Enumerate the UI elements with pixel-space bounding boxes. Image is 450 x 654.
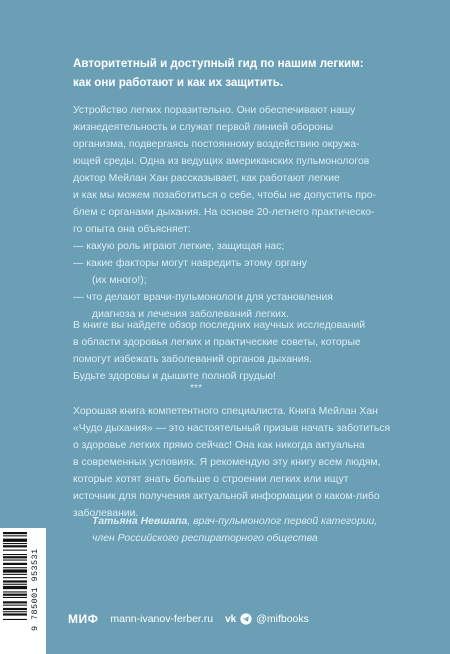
list-item: — какие факторы могут навредить этому органу (73, 258, 307, 269)
quote-line: которые хотят знать больше о строении легких или ищут (73, 474, 349, 485)
quote-author (92, 514, 377, 529)
barcode-bar (3, 597, 27, 598)
section-separator: *** (190, 383, 203, 394)
paragraph-2-line: помогут избежать заболеваний органов дыхания. (73, 354, 313, 365)
barcode-bar (3, 594, 27, 596)
paragraph-1-line: доктор Мейлан Хан рассказывает, как работают легкие (73, 173, 340, 184)
paragraph-1-line: Устройство легких поразительно. Они обеспечивают нашу (73, 105, 356, 116)
barcode-bar (3, 580, 27, 582)
quote-line: о здоровье легких прямо сейчас! Она как никогда актуальна (73, 440, 365, 451)
publisher-website[interactable]: mann-ivanov-ferber.ru (110, 613, 214, 625)
quote-line: в современных условиях. Я рекомендую эту книгу всем людям, (73, 457, 381, 468)
paragraph-1-line: организма, подвергаясь постоянному воздействию окружа- (73, 139, 360, 150)
author-name: Татьяна Невшапа (92, 516, 188, 527)
barcode-bar (3, 608, 27, 610)
barcode-bar (3, 605, 27, 606)
list-item-continuation: (их много!); (92, 275, 147, 286)
list-item-continuation: диагноза и лечения заболеваний легких. (92, 309, 290, 320)
barcode-bar (3, 567, 27, 568)
lead-line-2: как они работают и как их защитить. (73, 76, 284, 89)
barcode-bar (3, 556, 27, 558)
paragraph-1-line: жизнедеятельность и служат первой линией обороны (73, 122, 334, 133)
lead-line-1: Авторитетный и доступный гид по нашим легким: (73, 57, 364, 70)
barcode-bar (3, 543, 27, 544)
barcode-bar (3, 584, 27, 585)
telegram-icon[interactable] (240, 613, 252, 625)
barcode-bar (3, 539, 27, 542)
barcode-bar (3, 563, 27, 565)
barcode-bars (3, 532, 27, 648)
list-item: — какую роль играют легкие, защищая нас; (73, 241, 285, 252)
publisher-footer (68, 611, 309, 627)
telegram-handle[interactable]: @mifbooks (256, 613, 309, 625)
barcode-bar (3, 613, 27, 615)
barcode-bar (3, 601, 27, 603)
barcode-bar (3, 574, 27, 575)
barcode-bar (3, 619, 27, 620)
paragraph-1-line: и как мы можем позаботиться о себе, чтобы не допустить про- (73, 190, 376, 201)
paragraph-1-line: блем с органами дыхания. На основе 20-летнего практическо- (73, 207, 375, 218)
vk-icon[interactable]: vk (225, 613, 237, 625)
barcode-bar (3, 611, 27, 612)
barcode-bar (3, 532, 27, 534)
paragraph-2-line: Будьте здоровы и дышите полной грудью! (73, 371, 276, 382)
barcode-bar (3, 569, 27, 572)
isbn-barcode (0, 528, 46, 654)
isbn-text: 9 785001 953531 (30, 548, 40, 632)
paragraph-2-line: в области здоровья легких и практические советы, которые (73, 337, 361, 348)
barcode-bar (3, 545, 27, 547)
paragraph-1-line: го опыта она объясняет: (73, 224, 191, 235)
isbn-number (30, 532, 42, 648)
barcode-bar (3, 591, 27, 592)
barcode-bar (3, 554, 27, 555)
barcode-bar (3, 577, 27, 578)
author-title: , врач-пульмонолог первой категории, (187, 516, 378, 527)
barcode-bar (3, 535, 27, 536)
paragraph-1-line: ющей среды. Одна из ведущих американских пульмонологов (73, 156, 370, 167)
barcode-bar (3, 560, 27, 561)
quote-line: Хорошая книга компетентного специалиста. Книга Мейлан Хан (73, 406, 378, 417)
quote-line: «Чудо дыхания» — это настоятельный призыв начать заботиться (73, 423, 391, 434)
author-affiliation: член Российского респираторного общества (92, 533, 318, 544)
quote-line: источник для получения актуальной информации о каком-либо (73, 491, 380, 502)
barcode-bar (3, 586, 27, 589)
paragraph-2-line: В книге вы найдете обзор последних научных исследований (73, 320, 366, 331)
list-item: — что делают врачи-пульмонологи для установления (73, 292, 333, 303)
barcode-bar (3, 550, 27, 551)
publisher-logo: МИФ (68, 612, 99, 626)
quote-line: заболевании. (73, 508, 139, 519)
